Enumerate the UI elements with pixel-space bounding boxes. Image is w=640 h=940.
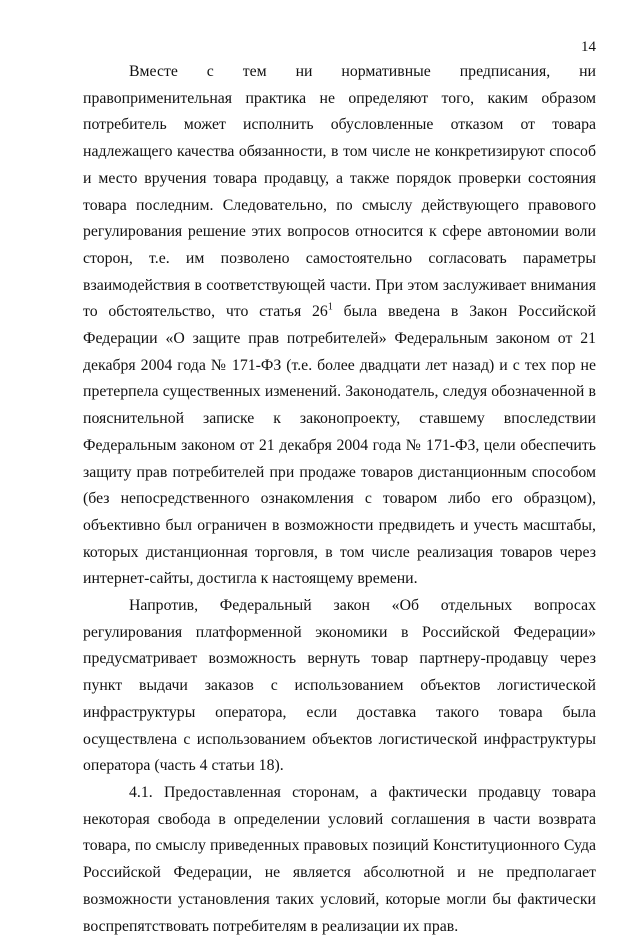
paragraph-1-text-end: была введена в Закон Российской Федерации «О защите прав потребителей» Федеральным законом от 21 декабря 2004 года № 171-ФЗ (т.е. более двадцати лет назад) и с тех пор не претерпела существенных изменений. Законодатель, следуя обозначенной в пояснительной записке к законопроекту, ставшему впоследствии Федеральным законом от 21 декабря 2004 года № 171-ФЗ, цели обеспечить защиту прав потребителей при продаже товаров дистанционным способом (без непосредственного ознакомления с товаром либо его образцом), объективно был ограничен в возможности предвидеть и учесть масштабы, которых дистанционная торговля, в том числе реализация товаров через интернет-сайты, достигла к настоящему времени. [83,303,596,588]
paragraph-3: 4.1. Предоставленная сторонам, а фактически продавцу товара некоторая свобода в определении условий соглашения в части возврата товара, по смыслу приведенных правовых позиций Конституционного Суда Российской Федерации, не является абсолютной и не предполагает возможности установления таких условий, которые могли бы фактически воспрепятствовать потребителям в реализации их прав. [83,783,596,935]
paragraph-2: Напротив, Федеральный закон «Об отдельных вопросах регулирования платформенной экономики в Российской Федерации» предусматривает возможность вернуть товар партнеру-продавцу через пункт выдачи заказов с использованием объектов логистической инфраструктуры оператора, если доставка такого товара была осуществлена с использованием объектов логистической инфраструктуры оператора (часть 4 статьи 18). [83,597,596,775]
paragraph-1 [83,59,596,593]
paragraph-1-text-start: Вместе с тем ни нормативные предписания, ни правоприменительная практика не определяют того, каким образом потребитель может исполнить обусловленные отказом от товара надлежащего качества обязанности, в том числе не конкретизируют способ и место вручения товара продавцу, а также порядок проверки состояния товара последним. Следовательно, по смыслу действующего правового регулирования решение этих вопросов относится к сфере автономии воли сторон, т.е. им позволено самостоятельно согласовать параметры взаимодействия в соответствующей части. При этом заслуживает внимания то обстоятельство, что статья 26 [83,63,596,321]
body-text [83,59,596,940]
article-superscript: 1 [327,302,333,314]
page-number: 14 [581,39,596,55]
